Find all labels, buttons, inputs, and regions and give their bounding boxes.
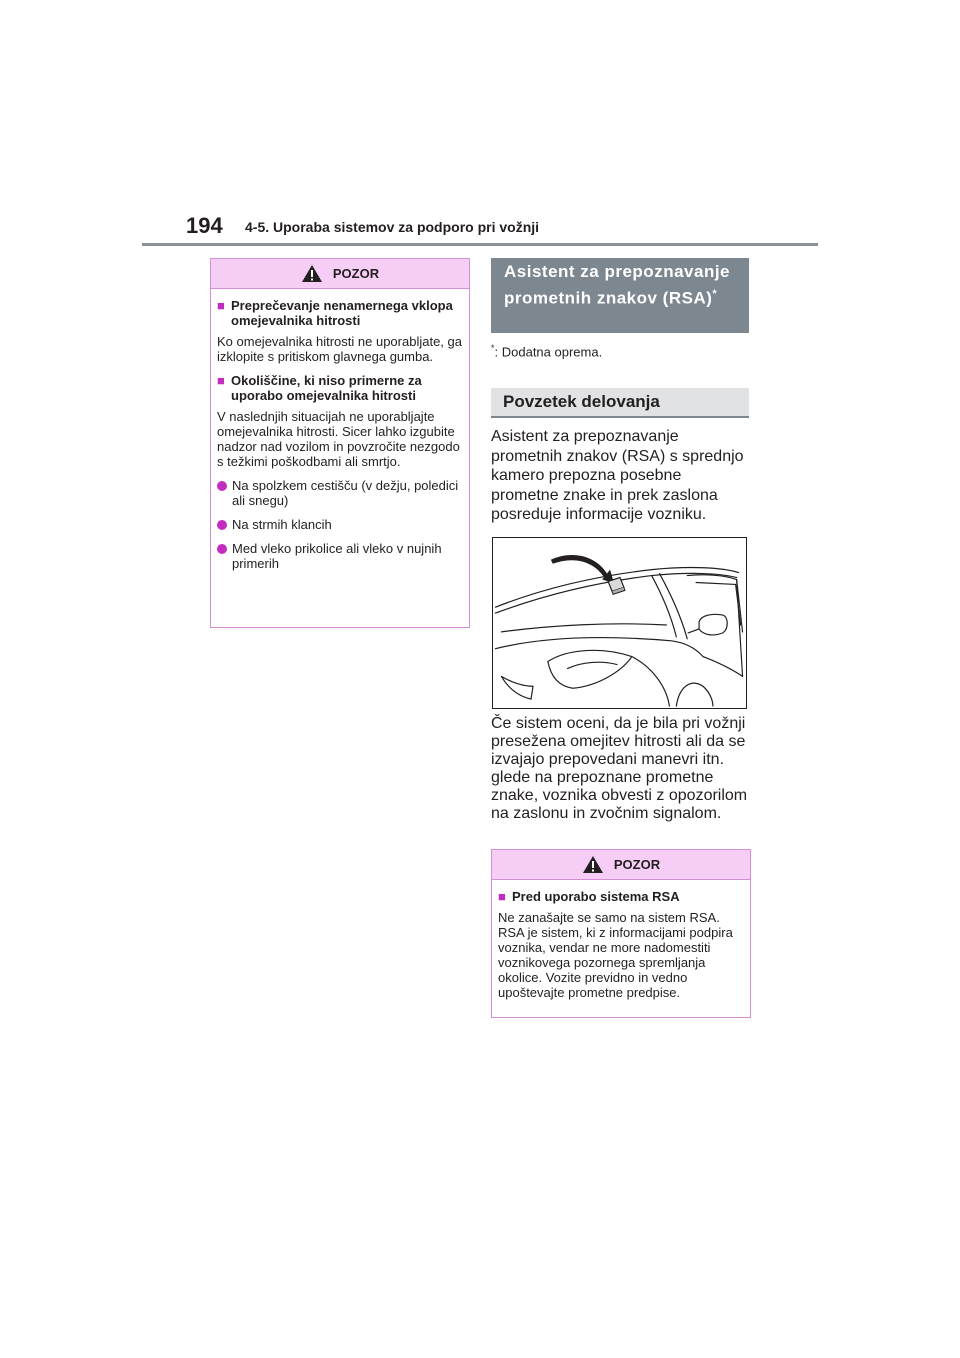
warning-header xyxy=(492,850,750,880)
round-bullet-icon xyxy=(217,481,227,491)
warning-item xyxy=(217,298,463,328)
list-item-text: Na strmih klancih xyxy=(232,517,332,532)
section-title: 4-5. Uporaba sistemov za podporo pri vožnji xyxy=(245,219,540,235)
round-bullet-icon xyxy=(217,544,227,554)
warning-box-left xyxy=(210,258,470,628)
list-item-text: Na spolzkem cestišču (v dežju, poledici ali snegu) xyxy=(232,478,459,508)
warning-item-text: V naslednjih situacijah ne uporabljajte omejevalnika hitrosti. Sicer lahko izgubite nadzor nad vozilom in povzročite nezgodo s težkimi poškodbami ali smrtjo. xyxy=(217,409,460,469)
round-bullet-icon xyxy=(217,520,227,530)
warning-label: POZOR xyxy=(332,266,380,281)
warning-header xyxy=(211,259,469,289)
footnote xyxy=(491,343,602,359)
warning-item-title: Okoliščine, ki niso primerne za uporabo omejevalnika hitrosti xyxy=(231,373,422,403)
warning-label: POZOR xyxy=(613,857,661,872)
feature-title-banner xyxy=(491,258,749,333)
overview-intro-text: Asistent za prepoznavanje prometnih znakov (RSA) s sprednjo kamero prepozna posebne prometne znake in prek zaslona posreduje informacije vozniku. xyxy=(491,428,744,523)
overview-heading: Povzetek delovanja xyxy=(491,388,749,418)
warning-item xyxy=(498,889,744,904)
warning-item-title: Pred uporabo sistema RSA xyxy=(512,889,680,904)
page-number: 194 xyxy=(186,213,223,238)
warning-item xyxy=(217,373,463,403)
warning-item-text: Ko omejevalnika hitrosti ne uporabljate, ga izklopite s pritiskom glavnega gumba. xyxy=(217,334,462,364)
windshield-camera-illustration xyxy=(492,537,747,709)
square-bullet-icon: ■ xyxy=(498,889,506,904)
warning-box-right xyxy=(491,849,751,1018)
list-item xyxy=(217,541,463,571)
feature-title-asterisk: * xyxy=(712,288,718,300)
list-item xyxy=(217,517,463,532)
warning-triangle-icon xyxy=(301,264,323,283)
footnote-text: : Dodatna oprema. xyxy=(494,344,603,360)
square-bullet-icon: ■ xyxy=(217,298,225,313)
header-rule xyxy=(142,243,818,246)
square-bullet-icon: ■ xyxy=(217,373,225,388)
warning-triangle-icon xyxy=(582,855,604,874)
warning-item-title: Preprečevanje nenamernega vklopa omejevalnika hitrosti xyxy=(231,298,453,328)
detection-text: Če sistem oceni, da je bila pri vožnji presežena omejitev hitrosti ali da se izvajajo prepovedani manevri itn. glede na prepoznane prometne znake, voznika obvesti z opozorilom na zaslonu in zvočnim signalom. xyxy=(491,715,748,822)
list-item-text: Med vleko prikolice ali vleko v nujnih primerih xyxy=(232,541,442,571)
list-item xyxy=(217,478,463,508)
warning-item-text: Ne zanašajte se samo na sistem RSA. RSA je sistem, ki z informacijami podpira voznika, vendar ne more nadomestiti voznikovega pozornega spremljanja okolice. Vozite previdno in vedno upoštevajte prometne predpise. xyxy=(498,910,733,1000)
feature-title: Asistent za prepoznavanje prometnih znakov (RSA) xyxy=(504,262,731,308)
footnote-mark: * xyxy=(491,343,495,353)
